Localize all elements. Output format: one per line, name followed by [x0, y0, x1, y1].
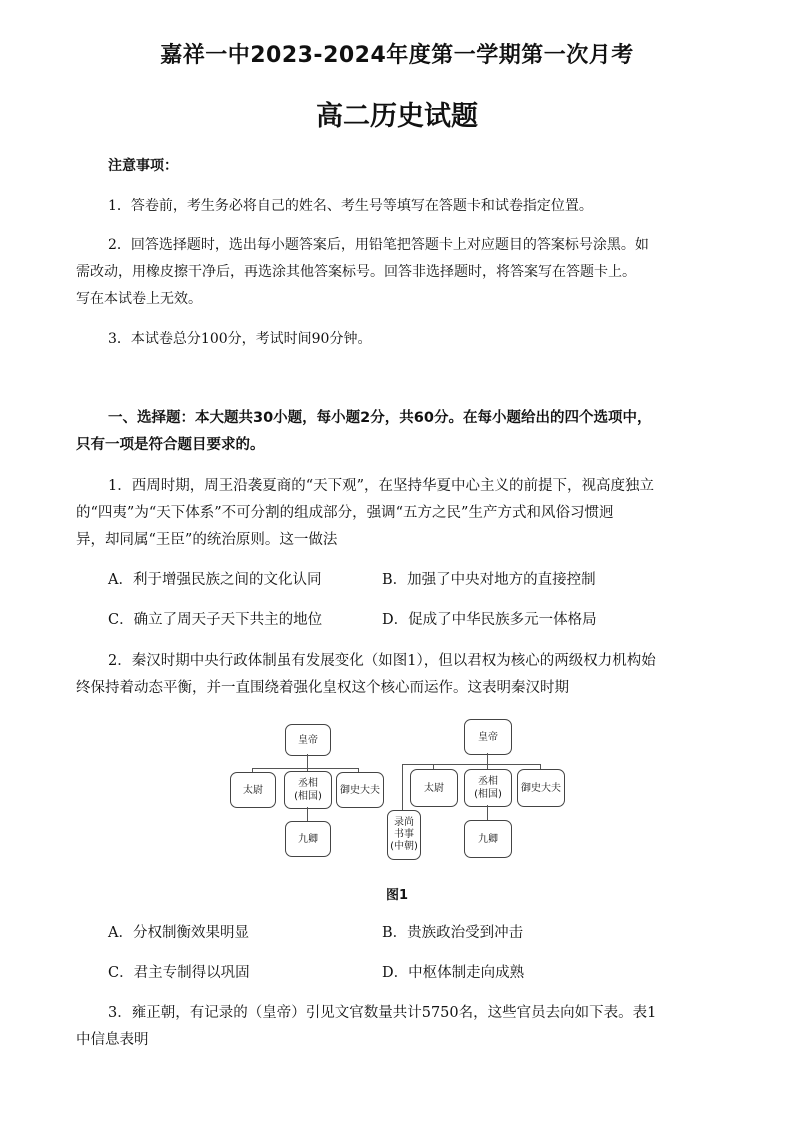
figure-1-caption: 图1 — [385, 888, 409, 903]
subject-title: 高二历史试题 — [316, 101, 478, 132]
left-chengxiang-box: 丞相 (相国) — [284, 771, 332, 809]
q1-option-b: B．加强了中央对地方的直接控制 — [382, 572, 596, 588]
q3-line-2: 中信息表明 — [76, 1032, 149, 1048]
q1-option-a: A．利于增强民族之间的文化认同 — [108, 572, 322, 588]
right-yushi-box: 御史大夫 — [517, 769, 565, 807]
q1-line-2: 的“四夷”为“天下体系”不可分割的组成部分，强调“五方之民”生产方式和风俗习惯迥 — [76, 505, 614, 521]
left-yushi-box: 御史大夫 — [336, 772, 384, 808]
notice-heading: 注意事项： — [108, 158, 178, 174]
exam-title: 嘉祥一中2023-2024年度第一学期第一次月考 — [160, 43, 634, 68]
left-jiuqing-box: 九卿 — [285, 821, 331, 857]
q2-option-d: D．中枢体制走向成熟 — [382, 965, 525, 981]
q1-line-1: 1．西周时期，周王沿袭夏商的“天下观”，在坚持华夏中心主义的前提下，视高度独立 — [108, 478, 655, 494]
right-jiuqing-box: 九卿 — [464, 820, 512, 858]
left-taiwei-box: 太尉 — [230, 772, 276, 808]
notice-item-1: 1．答卷前，考生务必将自己的姓名、考生号等填写在答题卡和试卷指定位置。 — [108, 198, 593, 214]
left-emperor-box: 皇帝 — [285, 724, 331, 756]
q2-option-a: A．分权制衡效果明显 — [108, 925, 249, 941]
notice-item-2-line-3: 写在本试卷上无效。 — [76, 291, 202, 307]
q1-line-3: 异，却同属“王臣”的统治原则。这一做法 — [76, 532, 338, 548]
section-heading-line-1: 一、选择题：本大题共30小题，每小题2分，共60分。在每小题给出的四个选项中， — [108, 410, 652, 426]
right-taiwei-box: 太尉 — [410, 769, 458, 807]
q2-line-2: 终保持着动态平衡，并一直围绕着强化皇权这个核心而运作。这表明秦汉时期 — [76, 680, 569, 696]
section-heading-line-2: 只有一项是符合题目要求的。 — [76, 437, 265, 453]
notice-item-2-line-2: 需改动，用橡皮擦干净后，再选涂其他答案标号。回答非选择题时，将答案写在答题卡上。 — [76, 264, 636, 280]
right-shangshu-box: 录尚 书事 (中朝) — [387, 810, 421, 860]
q2-line-1: 2．秦汉时期中央行政体制虽有发展变化（如图1），但以君权为核心的两级权力机构始 — [108, 653, 656, 669]
q2-option-c: C．君主专制得以巩固 — [108, 965, 250, 981]
q2-option-b: B．贵族政治受到冲击 — [382, 925, 524, 941]
notice-item-2-line-1: 2．回答选择题时，选出每小题答案后，用铅笔把答题卡上对应题目的答案标号涂黑。如 — [108, 237, 649, 253]
right-emperor-box: 皇帝 — [464, 719, 512, 755]
q1-option-d: D．促成了中华民族多元一体格局 — [382, 612, 597, 628]
notice-item-3: 3．本试卷总分100分，考试时间90分钟。 — [108, 331, 372, 347]
right-chengxiang-box: 丞相 (相国) — [464, 769, 512, 807]
q1-option-c: C．确立了周天子天下共主的地位 — [108, 612, 323, 628]
q3-line-1: 3．雍正朝，有记录的（皇帝）引见文官数量共计5750名，这些官员去向如下表。表1 — [108, 1005, 657, 1021]
